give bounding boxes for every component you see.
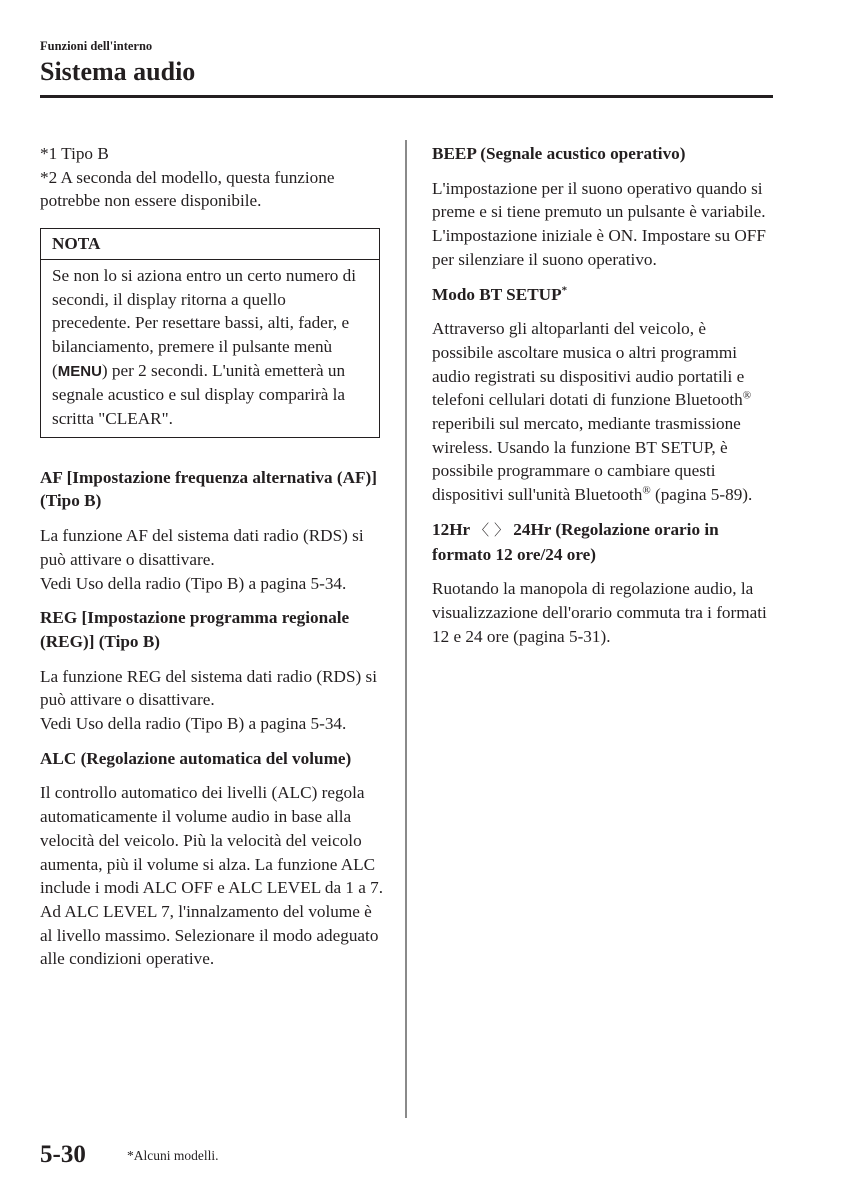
clock-heading-b: 24Hr (Regolazione orario in formato 12 ore/24 ore) [432,519,719,564]
note-text [41,260,379,437]
clock-heading [432,518,770,566]
bt-heading-marker: * [561,283,568,296]
alc-heading: ALC (Regolazione automatica del volume) [40,748,352,768]
bt-body-part3: (pagina 5-89). [650,485,753,505]
beep-body: L'impostazione per il suono operativo quando si preme e si tiene premuto un pulsante è variabile. L'impostazione iniziale è ON. Impostare su OFF per silenziare il suono operativo. [432,178,766,269]
bt-body [432,317,770,507]
column-divider [405,140,407,1118]
reg-body: La funzione REG del sistema dati radio (RDS) si può attivare o disattivare. [40,666,377,710]
af-body: La funzione AF del sistema dati radio (RDS) si può attivare o disattivare. [40,526,364,569]
alc-body: Il controllo automatico dei livelli (ALC) regola automaticamente il volume audio in base alla velocità del veicolo. Più la velocità del veicolo aumenta, più il volume si alza. La funzione ALC include i modi ALC OFF e ALC LEVEL da 1 a 7. Ad ALC LEVEL 7, l'innalzamento del volume è al livello massimo. Selezionare il modo adeguato alle condizioni operative. [40,783,384,969]
af-ref: Vedi Uso della radio (Tipo B) a pagina 5-34. [40,573,347,593]
registered-mark-1: ® [742,389,752,402]
section-label: Funzioni dell'interno [40,39,153,53]
note-title: NOTA [41,229,379,260]
right-column [432,142,770,648]
note-box [40,228,380,438]
note-text-before: Se non lo si aziona entro un certo numero di secondi, il display ritorna a quello precedente. Per resettare bassi, alti, fader, e bilanciamento, premere il pulsante menù ( [52,265,357,380]
left-column [40,142,385,971]
af-heading: AF [Impostazione frequenza alternativa (AF)] (Tipo B) [40,467,378,511]
menu-key-label: MENU [57,362,102,380]
bt-heading-text: Modo BT SETUP [432,284,562,304]
footer-footnote: *Alcuni modelli. [127,1148,219,1163]
bt-heading [432,283,770,307]
clock-heading-a: 12Hr [432,519,475,539]
clock-body: Ruotando la manopola di regolazione audio, la visualizzazione dell'orario commuta tra i formati 12 e 24 ore (pagina 5-31). [432,579,767,646]
note-text-after: ) per 2 secondi. L'unità emetterà un segnale acustico e sul display comparirà la scritta "CLEAR". [52,360,346,429]
title-rule [40,95,773,98]
beep-heading: BEEP (Segnale acustico operativo) [432,144,686,163]
bt-body-part1: Attraverso gli altoparlanti del veicolo, è possibile ascoltare musica o altri programmi audio registrati su dispositivi audio portatili e telefoni cellulari dotati di funzione Bluetooth [432,319,745,410]
page-number: 5-30 [40,1141,86,1168]
footnote-2: *2 A seconda del modello, questa funzione potrebbe non essere disponibile. [40,167,335,211]
page-title: Sistema audio [40,57,196,86]
reg-ref: Vedi Uso della radio (Tipo B) a pagina 5-34. [40,714,347,734]
bt-body-part2: reperibili sul mercato, mediante trasmissione wireless. Usando la funzione BT SETUP, è possibile programmare o cambiare questi dispositivi sull'unità Bluetooth [432,414,741,505]
reg-heading: REG [Impostazione programma regionale (REG)] (Tipo B) [40,608,350,651]
footnote-1: *1 Tipo B [40,144,109,163]
registered-mark-2: ® [642,484,651,497]
left-right-arrows-icon: 〈 〉 [474,520,509,539]
